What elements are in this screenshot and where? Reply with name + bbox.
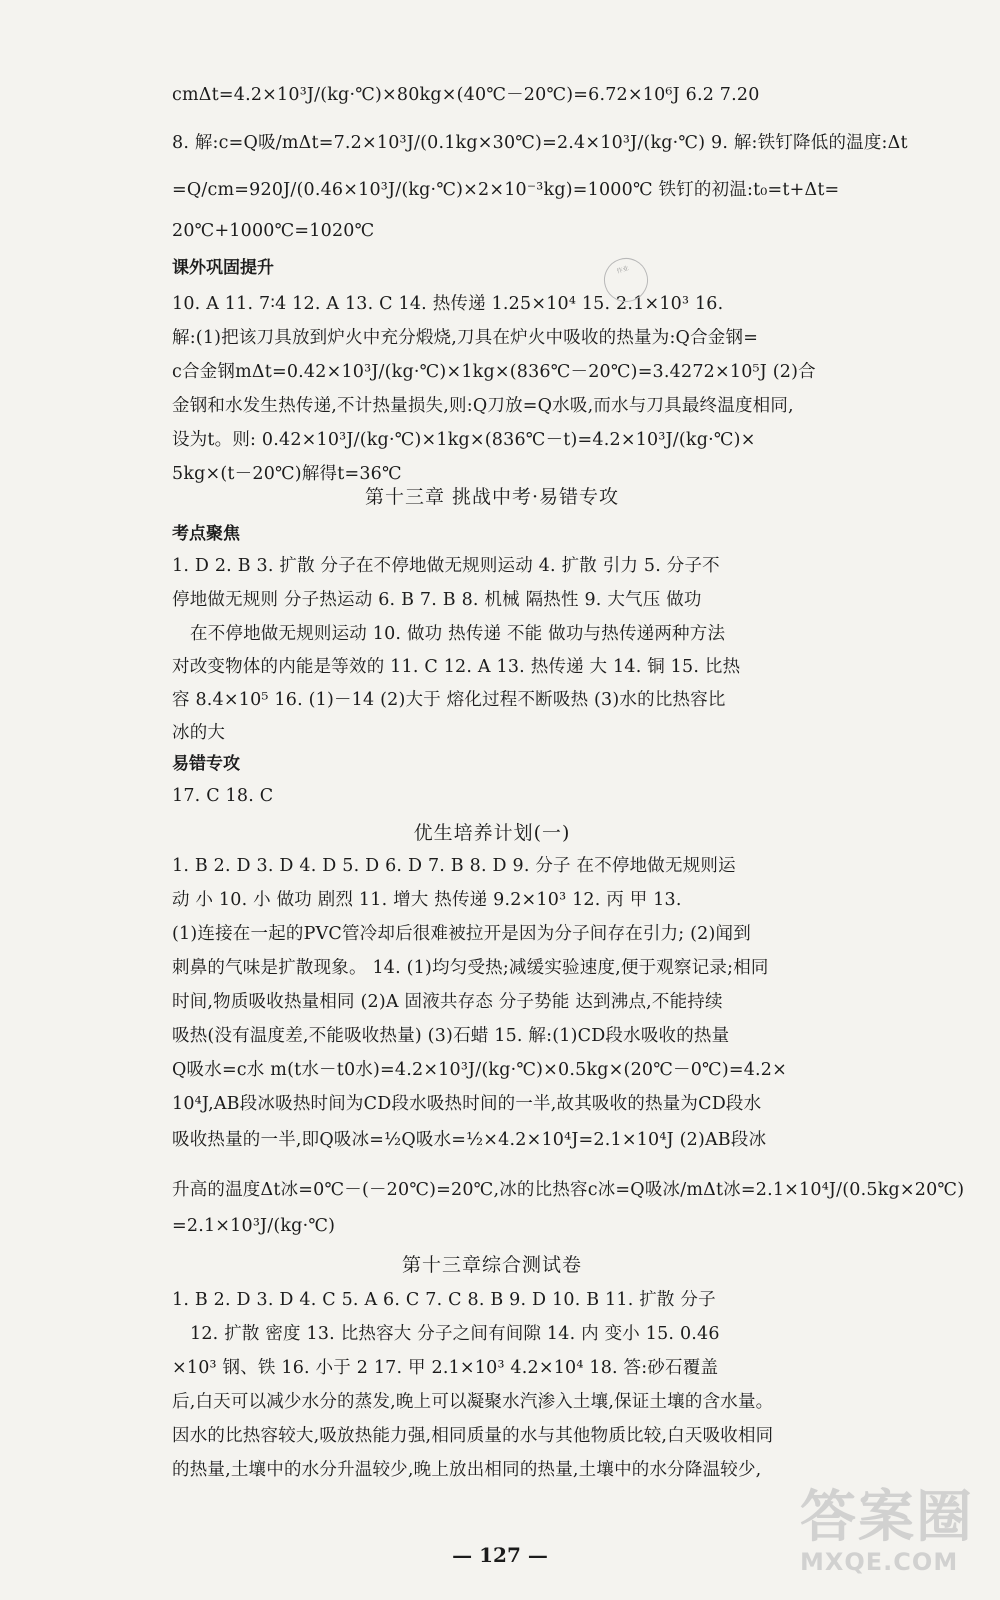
- answer-line: ×10³ 钢、铁 16. 小于 2 17. 甲 2.1×10³ 4.2×10⁴ 18. 答:砂石覆盖: [172, 1358, 719, 1378]
- chapter-title: 优生培养计划(一): [413, 822, 571, 844]
- watermark-url: MXQE.COM: [800, 1548, 959, 1576]
- chapter-title: 第十三章 挑战中考·易错专攻: [364, 486, 620, 508]
- answer-line: 5kg×(t－20℃)解得t=36℃: [172, 464, 402, 484]
- answer-line: =Q/cm=920J/(0.46×10³J/(kg·℃)×2×10⁻³kg)=1000℃ 铁钉的初温:t₀=t+Δt=: [172, 180, 840, 200]
- answer-line: cmΔt=4.2×10³J/(kg·℃)×80kg×(40℃－20℃)=6.72×10⁶J 6.2 7.20: [172, 85, 760, 105]
- answer-line: 对改变物体的内能是等效的 11. C 12. A 13. 热传递 大 14. 铜 15. 比热: [172, 657, 741, 677]
- answer-line: =2.1×10³J/(kg·℃): [172, 1216, 336, 1236]
- watermark-logo: [800, 1485, 990, 1588]
- answer-line: c合金钢mΔt=0.42×10³J/(kg·℃)×1kg×(836℃－20℃)=3.4272×10⁵J (2)合: [172, 362, 816, 382]
- answer-line: (1)连接在一起的PVC管冷却后很难被拉开是因为分子间存在引力; (2)闻到: [172, 924, 751, 944]
- answer-line: 动 小 10. 小 做功 剧烈 11. 增大 热传递 9.2×10³ 12. 丙 甲 13.: [172, 890, 682, 910]
- answer-line: 10⁴J,AB段冰吸热时间为CD段水吸热时间的一半,故其吸收的热量为CD段水: [172, 1094, 762, 1114]
- seal-stamp: 作业: [598, 252, 653, 307]
- answer-line: 停地做无规则 分子热运动 6. B 7. B 8. 机械 隔热性 9. 大气压 做功: [172, 590, 702, 610]
- answer-line: 的热量,土壤中的水分升温较少,晚上放出相同的热量,土壤中的水分降温较少,: [172, 1460, 762, 1480]
- watermark-title: 答案圈: [800, 1485, 974, 1550]
- answer-line: 设为t。则: 0.42×10³J/(kg·℃)×1kg×(836℃－t)=4.2×10³J/(kg·℃)×: [172, 430, 756, 450]
- answer-line: 吸热(没有温度差,不能吸收热量) (3)石蜡 15. 解:(1)CD段水吸收的热量: [172, 1026, 730, 1046]
- answer-line: 容 8.4×10⁵ 16. (1)－14 (2)大于 熔化过程不断吸热 (3)水的比热容比: [172, 690, 726, 710]
- section-heading-kwgt: 课外巩固提升: [172, 258, 274, 278]
- answer-line: 8. 解:c=Q吸/mΔt=7.2×10³J/(0.1kg×30℃)=2.4×10³J/(kg·℃) 9. 解:铁钉降低的温度:Δt: [172, 133, 908, 153]
- page-number: — 127 —: [452, 1543, 548, 1567]
- answer-line: 20℃+1000℃=1020℃: [172, 221, 375, 241]
- answer-line: 刺鼻的气味是扩散现象。 14. (1)均匀受热;减缓实验速度,便于观察记录;相同: [172, 958, 769, 978]
- answer-line: 时间,物质吸收热量相同 (2)A 固液共存态 分子势能 达到沸点,不能持续: [172, 992, 723, 1012]
- answer-line: 吸收热量的一半,即Q吸冰=½Q吸水=½×4.2×10⁴J=2.1×10⁴J (2)AB段冰: [172, 1130, 767, 1150]
- answer-line: 1. D 2. B 3. 扩散 分子在不停地做无规则运动 4. 扩散 引力 5. 分子不: [172, 556, 720, 576]
- answer-line: 解:(1)把该刀具放到炉火中充分煅烧,刀具在炉火中吸收的热量为:Q合金钢=: [172, 328, 759, 348]
- answer-line: 1. B 2. D 3. D 4. D 5. D 6. D 7. B 8. D 9. 分子 在不停地做无规则运: [172, 856, 736, 876]
- chapter-title: 第十三章综合测试卷: [401, 1254, 582, 1276]
- answer-line: 1. B 2. D 3. D 4. C 5. A 6. C 7. C 8. B 9. D 10. B 11. 扩散 分子: [172, 1290, 716, 1310]
- answer-line: Q吸水=c水 m(t水－t0水)=4.2×10³J/(kg·℃)×0.5kg×(20℃－0℃)=4.2×: [172, 1060, 788, 1080]
- answer-line: 冰的大: [172, 723, 226, 743]
- answer-line: 在不停地做无规则运动 10. 做功 热传递 不能 做功与热传递两种方法: [190, 624, 726, 644]
- answer-line: 因水的比热容较大,吸放热能力强,相同质量的水与其他物质比较,白天吸收相同: [172, 1426, 774, 1446]
- answer-line: 升高的温度Δt冰=0℃－(－20℃)=20℃,冰的比热容c冰=Q吸冰/mΔt冰=2.1×10⁴J/(0.5kg×20℃): [172, 1180, 965, 1200]
- answer-line: 12. 扩散 密度 13. 比热容大 分子之间有间隙 14. 内 变小 15. 0.46: [190, 1324, 720, 1344]
- section-heading-errors: 易错专攻: [172, 754, 240, 774]
- answer-line: 金钢和水发生热传递,不计热量损失,则:Q刀放=Q水吸,而水与刀具最终温度相同,: [172, 396, 794, 416]
- section-heading-focus: 考点聚焦: [172, 524, 240, 544]
- answer-line: 17. C 18. C: [172, 786, 274, 806]
- answer-line: 后,白天可以减少水分的蒸发,晚上可以凝聚水汽渗入土壤,保证土壤的含水量。: [172, 1392, 774, 1412]
- answer-line: 10. A 11. 7∶4 12. A 13. C 14. 热传递 1.25×10⁴ 15. 2.1×10³ 16.: [172, 294, 724, 314]
